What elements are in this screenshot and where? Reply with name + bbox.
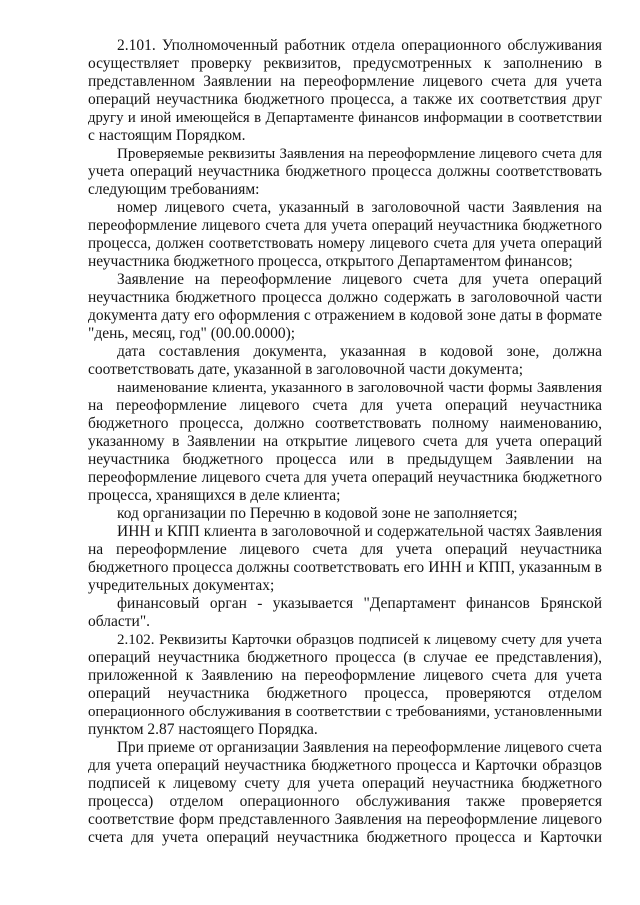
paragraph-organization-code xyxy=(88,505,602,523)
text-line: При приеме от организации Заявления на переоформление лицевого счета xyxy=(117,739,602,756)
text-line: финансовый орган - указывается "Департамент финансов Брянской xyxy=(117,595,602,612)
text-line: подписей к лицевому счету для учета операций неучастника бюджетного xyxy=(88,775,602,792)
text-line: следующим требованиям: xyxy=(88,181,260,198)
text-line: Заявление на переоформление лицевого счета для учета операций xyxy=(117,271,602,288)
text-line: учета операций неучастника бюджетного процесса должны соответствовать xyxy=(88,163,602,180)
text-line: другу и иной имеющейся в Департаменте финансов информации в соответствии xyxy=(88,110,602,126)
text-line: документа дату его оформления с отражением в кодовой зоне даты в формате xyxy=(88,307,602,324)
text-line: процесса, должен соответствовать номеру лицевого счета для учета операций xyxy=(88,235,602,252)
text-line: переоформление лицевого счета для учета операций неучастника бюджетного xyxy=(88,469,602,486)
paragraph-client-name xyxy=(88,379,602,505)
text-line: неучастника бюджетного процесса должно содержать в заголовочной части xyxy=(88,289,602,306)
paragraph-financial-body xyxy=(88,595,602,631)
text-line: с настоящим Порядком. xyxy=(88,127,246,144)
text-line: номер лицевого счета, указанный в заголовочной части Заявления на xyxy=(117,199,602,216)
paragraph-inn-kpp xyxy=(88,523,602,595)
text-line: области". xyxy=(88,613,151,630)
text-line: "день, месяц, год" (00.00.0000); xyxy=(88,325,296,342)
text-line: процесса) отделом операционного обслуживания также проверяется xyxy=(88,793,602,810)
text-line: осуществляет проверку реквизитов, предусмотренных к заполнению в xyxy=(88,55,602,72)
text-line: бюджетного процесса должны соответствовать его ИНН и КПП, указанным в xyxy=(88,559,602,576)
paragraph-date-format xyxy=(88,271,602,343)
text-line: соответствовать дате, указанной в заголовочной части документа; xyxy=(88,361,524,378)
text-line: на переоформление лицевого счета для учета операций неучастника xyxy=(88,397,602,414)
text-line: операционного обслуживания в соответствии с требованиями, установленными xyxy=(88,704,602,720)
text-line: представленном Заявлении на переоформление лицевого счета для учета xyxy=(88,73,602,90)
text-line: операций неучастника бюджетного процесса, а также их соответствия друг xyxy=(88,91,602,108)
text-line: соответствие форм представленного Заявления на переоформление лицевого xyxy=(88,811,602,828)
text-line: код организации по Перечню в кодовой зоне не заполняется; xyxy=(117,505,518,522)
text-line: на переоформление лицевого счета для учета операций неучастника xyxy=(88,541,602,558)
text-line: переоформление лицевого счета для учета операций неучастника бюджетного xyxy=(88,217,602,234)
text-line: процесса, хранящихся в деле клиента; xyxy=(88,487,341,504)
paragraph-2-101 xyxy=(88,37,602,145)
text-line: 2.101. Уполномоченный работник отдела операционного обслуживания xyxy=(117,37,602,54)
text-line: бюджетного процесса, должно соответствовать полному наименованию, xyxy=(88,415,602,432)
text-line: операций неучастника бюджетного процесса, проверяются отделом xyxy=(88,685,602,702)
text-line: для учета операций неучастника бюджетного процесса и Карточки образцов xyxy=(88,757,602,774)
paragraph-acceptance-check xyxy=(88,739,602,847)
text-line: 2.102. Реквизиты Карточки образцов подписей к лицевому счету для учета xyxy=(117,632,602,648)
document-page xyxy=(88,37,602,847)
text-line: счета для учета операций неучастника бюджетного процесса и Карточки xyxy=(88,829,602,846)
text-line: неучастника бюджетного процесса или в предыдущем Заявлении на xyxy=(88,451,602,468)
text-line: приложенной к Заявлению на переоформление лицевого счета для учета xyxy=(88,667,602,684)
text-line: операций неучастника бюджетного процесса (в случае ее представления), xyxy=(88,649,602,666)
text-line: неучастника бюджетного процесса, открытого Департаментом финансов; xyxy=(88,253,573,270)
paragraph-requirements-intro xyxy=(88,145,602,199)
text-line: пунктом 2.87 настоящего Порядка. xyxy=(88,721,318,738)
text-line: наименование клиента, указанного в заголовочной части формы Заявления xyxy=(117,380,602,396)
text-line: ИНН и КПП клиента в заголовочной и содержательной частях Заявления xyxy=(117,523,602,540)
paragraph-account-number xyxy=(88,199,602,271)
text-line: учредительных документах; xyxy=(88,577,275,594)
text-line: указанному в Заявлении на открытие лицевого счета для учета операций xyxy=(88,433,602,450)
paragraph-2-102 xyxy=(88,631,602,739)
paragraph-document-date xyxy=(88,343,602,379)
text-line: Проверяемые реквизиты Заявления на переоформление лицевого счета для xyxy=(117,146,602,162)
text-line: дата составления документа, указанная в кодовой зоне, должна xyxy=(117,343,602,360)
